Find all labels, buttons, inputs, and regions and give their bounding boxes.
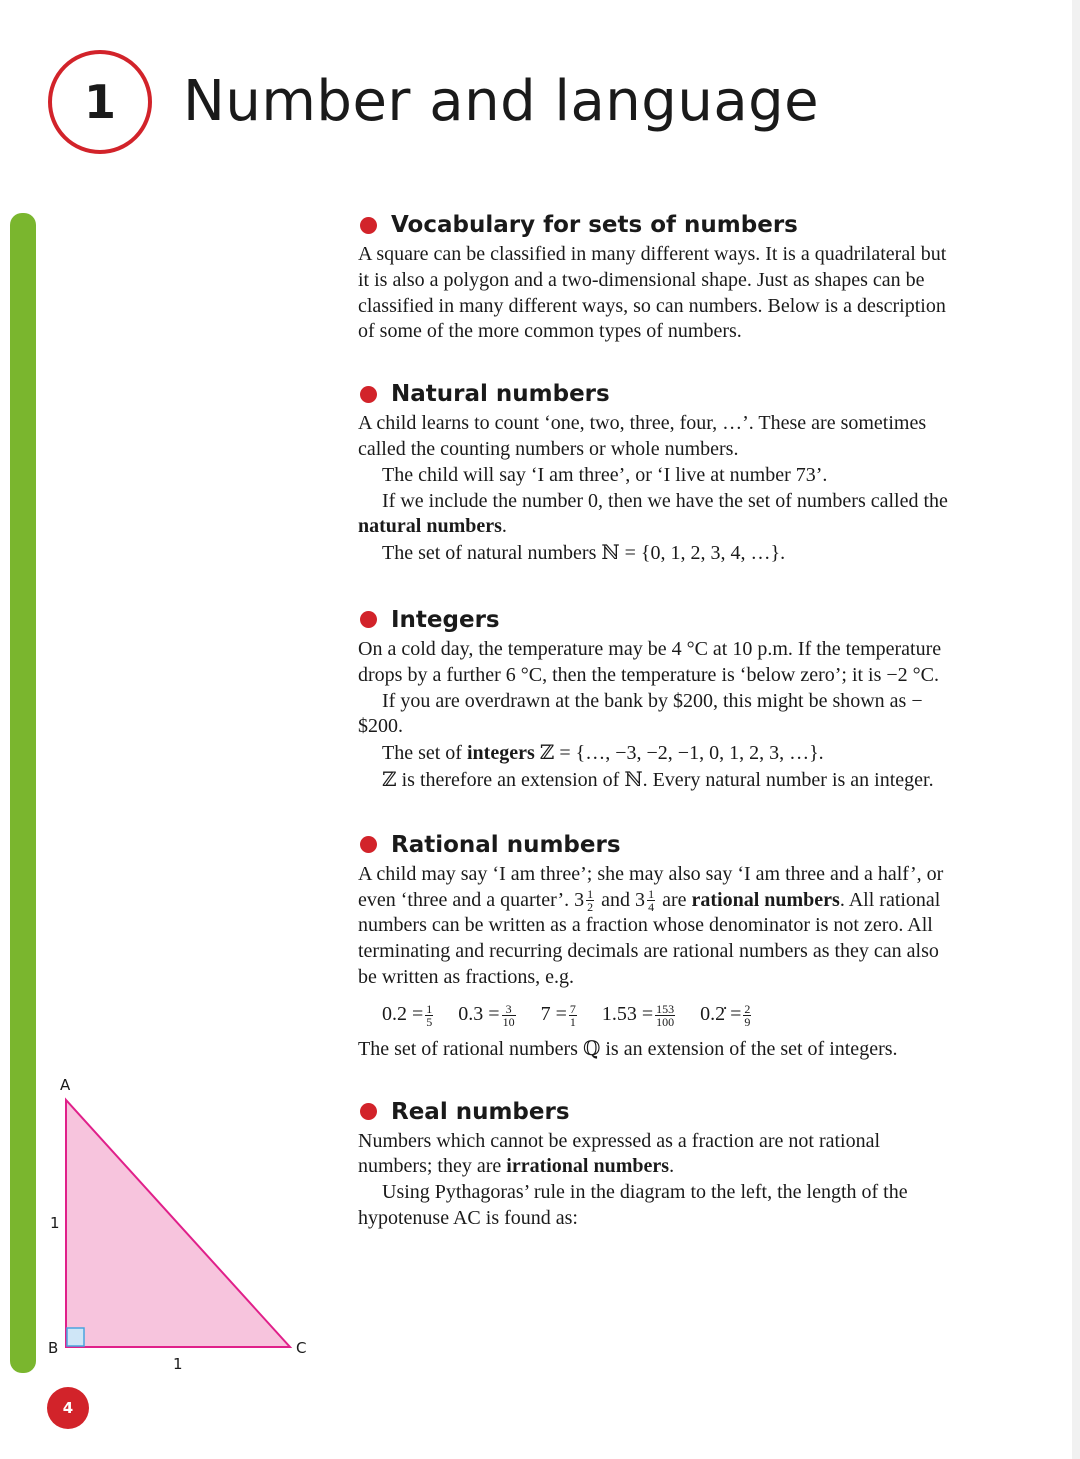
section-vocabulary <box>358 208 958 345</box>
paragraph: The child will say ‘I am three’, or ‘I live at number 73’. <box>382 463 828 486</box>
chapter-number: 1 <box>83 75 116 129</box>
set-symbol: ℚ <box>582 1035 601 1060</box>
term-integers: integers <box>466 742 535 765</box>
bullet-icon <box>360 1103 377 1120</box>
bullet-icon <box>360 611 377 628</box>
example-fraction: 0.2̇ = $\frac{2}{9}$ <box>700 1001 751 1029</box>
bullet-icon <box>360 386 377 403</box>
paragraph: A child learns to count ‘one, two, three, four, …’. These are sometimes called the counting numbers or whole numbers. <box>358 412 927 460</box>
vertex-a-label: A <box>60 1076 71 1094</box>
chapter-number-badge <box>48 50 152 154</box>
section-heading: Rational numbers <box>391 831 621 858</box>
section-heading: Natural numbers <box>391 381 610 408</box>
bullet-icon <box>360 836 377 853</box>
paragraph: The set of rational numbers ℚ is an extension of the set of integers. <box>358 1035 898 1060</box>
paragraph: Numbers which cannot be expressed as a fraction are not rational numbers; they are irrational numbers. <box>358 1129 881 1178</box>
example-fraction: 7 = $\frac{7}{1}$ <box>540 1001 576 1029</box>
vertex-b-label: B <box>48 1339 59 1357</box>
paragraph: Using Pythagoras’ rule in the diagram to the left, the length of the hypotenuse AC is found as: <box>358 1181 908 1230</box>
right-triangle-diagram <box>40 1070 330 1380</box>
paragraph: A child may say ‘I am three’; she may also say ‘I am three and a half’, or even ‘three and a quarter’. 3 $\frac{1}{2}$ and 3 $\frac{1}{4}$ are rational numbers. All rational numbers can be written as a fraction whose denominator is not zero. All terminating and recurring decimals are rational numbers as they can also be written as fractions, e.g. <box>358 862 944 989</box>
section-rational-numbers <box>358 828 958 1063</box>
term-natural-numbers: natural numbers <box>358 515 502 538</box>
bullet-icon <box>360 217 377 234</box>
section-integers <box>358 603 958 794</box>
side-bc-label: 1 <box>173 1355 183 1373</box>
paragraph: ℤ is therefore an extension of ℕ. Every natural number is an integer. <box>382 766 934 791</box>
page-number-badge <box>47 1387 89 1429</box>
paragraph: If you are overdrawn at the bank by $200, this might be shown as −$200. <box>358 689 923 738</box>
triangle-shape <box>66 1100 290 1347</box>
page-edge <box>1072 0 1080 1459</box>
term-rational-numbers: rational numbers <box>691 888 840 911</box>
section-natural-numbers <box>358 377 958 567</box>
section-heading: Real numbers <box>391 1098 570 1125</box>
set-symbol: ℤ <box>539 740 555 765</box>
section-heading: Vocabulary for sets of numbers <box>391 212 798 238</box>
page-number: 4 <box>62 1399 74 1417</box>
fraction-one-quarter: $\frac{1}{4}$ <box>648 887 655 915</box>
right-angle-marker <box>67 1328 84 1346</box>
vertex-c-label: C <box>296 1339 307 1357</box>
chapter-title: Number and language <box>183 69 820 134</box>
example-fraction: 1.53 = $\frac{153}{100}$ <box>601 1001 675 1029</box>
paragraph: If we include the number 0, then we have the set of numbers called the natural numbers. <box>358 489 948 538</box>
set-symbol: ℤ <box>382 766 397 791</box>
paragraph: On a cold day, the temperature may be 4 °C at 10 p.m. If the temperature drops by a further 6 °C, then the temperature is ‘below zero’; it is −2 °C. <box>358 637 942 686</box>
set-symbol: ℕ <box>624 766 643 791</box>
main-text <box>358 208 958 1232</box>
paragraph: The set of integers ℤ = {…, −3, −2, −1, 0, 1, 2, 3, …}. <box>382 740 824 765</box>
fraction-one-half: $\frac{1}{2}$ <box>587 887 594 915</box>
section-real-numbers <box>358 1095 958 1232</box>
term-irrational-numbers: irrational numbers <box>506 1155 670 1178</box>
set-symbol: ℕ <box>601 540 620 565</box>
example-fraction: 0.2 = $\frac{1}{5}$ <box>382 1001 433 1029</box>
paragraph: A square can be classified in many different ways. It is a quadrilateral but it is also a polygon and a two-dimensional shape. Just as shapes can be classified in many different ways, so can numbers. Below is a description of some of the more common types of numbers. <box>358 243 947 343</box>
fraction-examples <box>358 994 958 1034</box>
margin-color-bar <box>10 213 36 1373</box>
section-heading: Integers <box>391 606 500 633</box>
example-fraction: 0.3 = $\frac{3}{10}$ <box>458 1001 515 1029</box>
paragraph: The set of natural numbers ℕ = {0, 1, 2, 3, 4, …}. <box>382 540 786 565</box>
side-ab-label: 1 <box>50 1214 60 1232</box>
